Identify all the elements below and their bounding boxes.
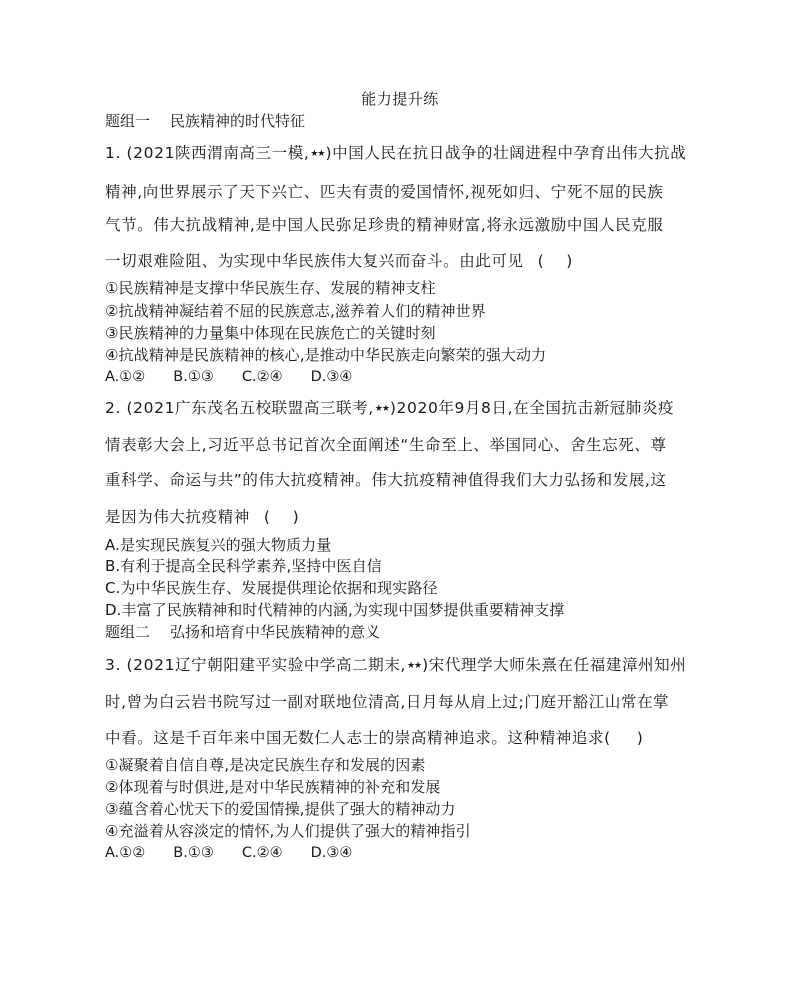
question-1-stem-line-4: 一切艰难险阻、为实现中华民族伟大复兴而奋斗。由此可见 ( ) — [105, 252, 573, 270]
answer-option: C.②④ — [241, 845, 283, 861]
answer-bracket: ( ) — [263, 508, 300, 526]
question-2-stem-line-2: 情表彰大会上,习近平总书记首次全面阐述“生命至上、举国同心、舍生忘死、尊 — [105, 436, 667, 454]
question-1-stem-line-3: 气节。伟大抗战精神,是中国人民弥足珍贵的精神财富,将永远激励中国人民克服 — [105, 216, 664, 234]
question-2-stem-line-4: 是因为伟大抗疫精神 ( ) — [105, 508, 300, 526]
question-source: (2021陕西渭南高三一模, — [126, 144, 310, 162]
answer-option: B.①③ — [173, 845, 214, 861]
document-page — [105, 0, 705, 1008]
question-2-stem-line-3: 重科学、命运与共”的伟大抗疫精神。伟大抗疫精神值得我们大力弘扬和发展,这 — [105, 471, 667, 489]
question-2-option: B.有利于提高全民科学素养,坚持中医自信 — [105, 557, 382, 575]
group-label: 题组一 — [105, 112, 151, 130]
question-3-item: ③蕴含着心忧天下的爱国情操,提供了强大的精神动力 — [105, 800, 456, 818]
difficulty-stars-icon: ★★ — [374, 404, 389, 414]
answer-option: C.②④ — [241, 369, 283, 385]
difficulty-stars-icon: ★★ — [310, 149, 325, 159]
question-3-answer-options — [105, 843, 352, 863]
question-2-option: A.是实现民族复兴的强大物质力量 — [105, 536, 332, 554]
group-heading-1 — [105, 111, 305, 131]
question-3-stem-line-3: 中看。这是千百年来中国无数仁人志士的崇高精神追求。这种精神追求( ) — [105, 729, 644, 747]
question-number: 3. — [105, 656, 121, 674]
group-title: 民族精神的时代特征 — [170, 112, 306, 130]
question-1-item: ①民族精神是支撑中华民族生存、发展的精神支柱 — [105, 279, 436, 297]
question-2-option: C.为中华民族生存、发展提供理论依据和现实路径 — [105, 579, 438, 597]
question-1-item: ③民族精神的力量集中体现在民族危亡的关键时刻 — [105, 324, 436, 342]
question-2-option: D.丰富了民族精神和时代精神的内涵,为实现中国梦提供重要精神支撑 — [105, 601, 565, 619]
group-title: 弘扬和培育中华民族精神的意义 — [170, 623, 381, 641]
page-title: 能力提升练 — [361, 90, 439, 108]
question-1-stem-line-2: 精神,向世界展示了天下兴亡、匹夫有责的爱国情怀,视死如归、宁死不屈的民族 — [105, 183, 664, 201]
question-1-item: ②抗战精神凝结着不屈的民族意志,滋养着人们的精神世界 — [105, 302, 486, 320]
question-source: (2021广东茂名五校联盟高三联考, — [126, 399, 374, 417]
answer-option: A.①② — [105, 369, 146, 385]
question-1-stem-line-1: 1. (2021陕西渭南高三一模,★★)中国人民在抗日战争的壮阔进程中孕育出伟大抗战 — [105, 144, 687, 162]
question-number: 2. — [105, 399, 121, 417]
answer-option: B.①③ — [173, 369, 214, 385]
question-3-stem-line-2: 时,曾为白云岩书院写过一副对联地位清高,日月每从肩上过;门庭开豁江山常在掌 — [105, 693, 670, 711]
answer-option: D.③④ — [310, 369, 353, 385]
question-1-item: ④抗战精神是民族精神的核心,是推动中华民族走向繁荣的强大动力 — [105, 346, 547, 364]
question-2-stem-line-1: 2. (2021广东茂名五校联盟高三联考,★★)2020年9月8日,在全国抗击新冠肺炎疫 — [105, 399, 675, 417]
group-heading-2 — [105, 622, 380, 642]
question-3-item: ②体现着与时俱进,是对中华民族精神的补充和发展 — [105, 778, 441, 796]
question-3-stem-line-1: 3. (2021辽宁朝阳建平实验中学高二期末,★★)宋代理学大师朱熹在任福建漳州知州 — [105, 656, 687, 674]
question-1-answer-options — [105, 367, 352, 387]
answer-option: A.①② — [105, 845, 146, 861]
answer-option: D.③④ — [310, 845, 353, 861]
question-3-item: ④充溢着从容淡定的情怀,为人们提供了强大的精神指引 — [105, 822, 471, 840]
question-source: (2021辽宁朝阳建平实验中学高二期末, — [126, 656, 406, 674]
group-label: 题组二 — [105, 623, 151, 641]
answer-bracket: ( ) — [537, 252, 573, 270]
question-number: 1. — [105, 144, 121, 162]
difficulty-stars-icon: ★★ — [406, 661, 422, 671]
question-3-item: ①凝聚着自信自尊,是决定民族生存和发展的因素 — [105, 756, 426, 774]
